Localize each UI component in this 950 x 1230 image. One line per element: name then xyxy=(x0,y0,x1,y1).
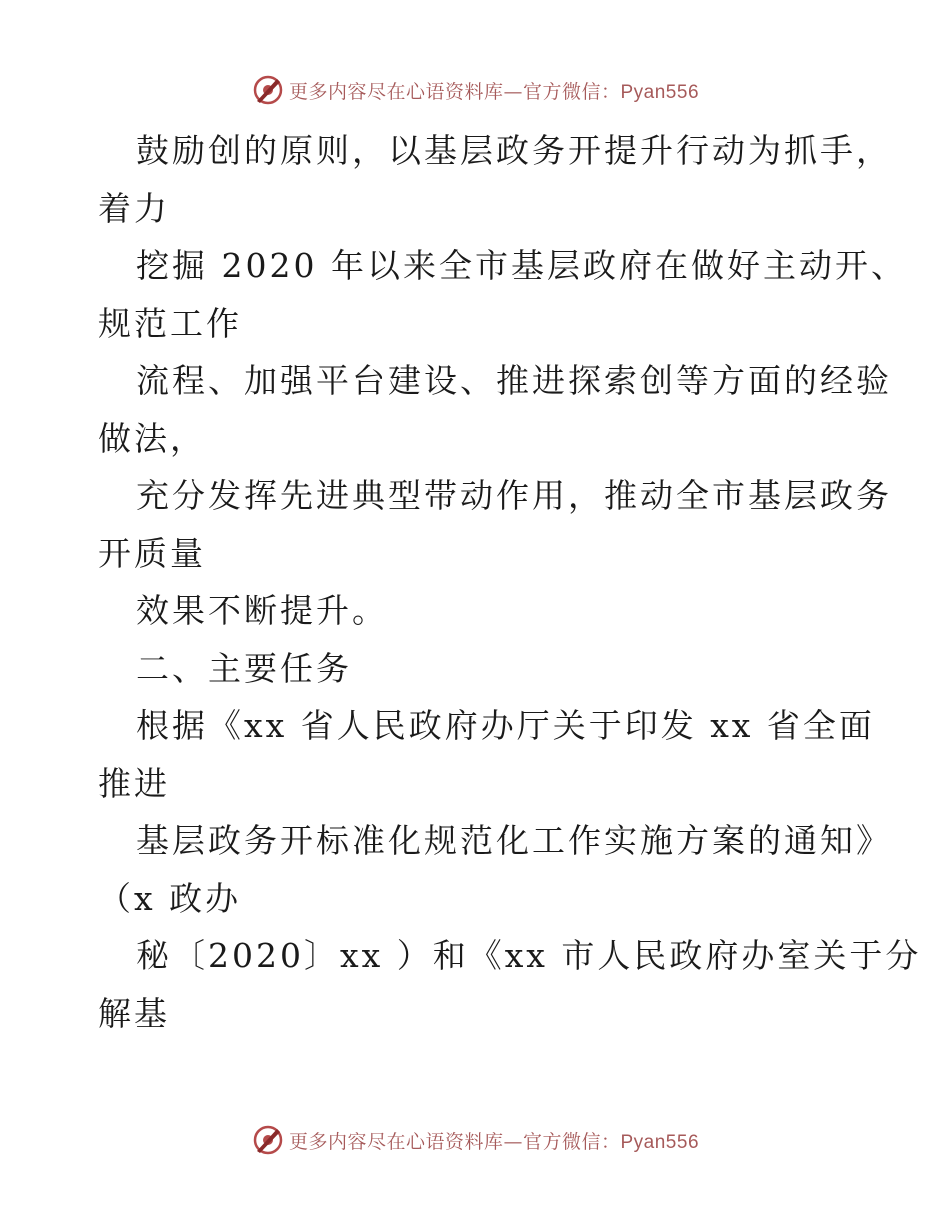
watermark-separator: — xyxy=(503,1130,523,1153)
doc-line: 着力 xyxy=(98,188,170,228)
watermark-text xyxy=(289,1127,699,1154)
doc-line: 挖掘 2020 年以来全市基层政府在做好主动开、 xyxy=(136,246,907,285)
doc-line: 推进 xyxy=(98,763,170,803)
watermark-contact-label: 官方微信： xyxy=(522,80,621,103)
document-body xyxy=(98,122,922,1042)
quill-seal-icon xyxy=(251,73,285,107)
doc-line: 规范工作 xyxy=(98,303,242,343)
doc-line: 秘〔2020〕xx ）和《xx 市人民政府办室关于分 xyxy=(136,936,922,975)
doc-line: 开质量 xyxy=(98,533,206,573)
quill-seal-icon xyxy=(251,1123,285,1157)
doc-line: （x 政办 xyxy=(98,878,242,918)
doc-line: 基层政务开标准化规范化工作实施方案的通知》 xyxy=(136,821,892,860)
watermark-contact-label: 官方微信： xyxy=(522,1130,621,1153)
doc-line: 效果不断提升。 xyxy=(136,591,388,630)
footer-watermark xyxy=(0,1120,950,1160)
doc-line: 鼓励创的原则，以基层政务开提升行动为抓手， xyxy=(136,131,892,170)
doc-line: 解基 xyxy=(98,993,170,1033)
watermark-text xyxy=(289,77,699,104)
watermark-contact-value: Pyan556 xyxy=(620,81,700,103)
header-watermark xyxy=(0,70,950,110)
doc-line: 做法， xyxy=(98,418,206,458)
watermark-brand: 更多内容尽在心语资料库 xyxy=(288,1130,504,1153)
section-heading: 二、主要任务 xyxy=(136,648,352,688)
doc-line: 根据《xx 省人民政府办厅关于印发 xx 省全面 xyxy=(136,706,875,745)
watermark-contact-value: Pyan556 xyxy=(620,1131,700,1153)
watermark-brand: 更多内容尽在心语资料库 xyxy=(288,80,504,103)
watermark-separator: — xyxy=(503,80,523,103)
doc-line: 充分发挥先进典型带动作用，推动全市基层政务 xyxy=(136,476,892,515)
doc-line: 流程、加强平台建设、推进探索创等方面的经验 xyxy=(136,361,892,400)
